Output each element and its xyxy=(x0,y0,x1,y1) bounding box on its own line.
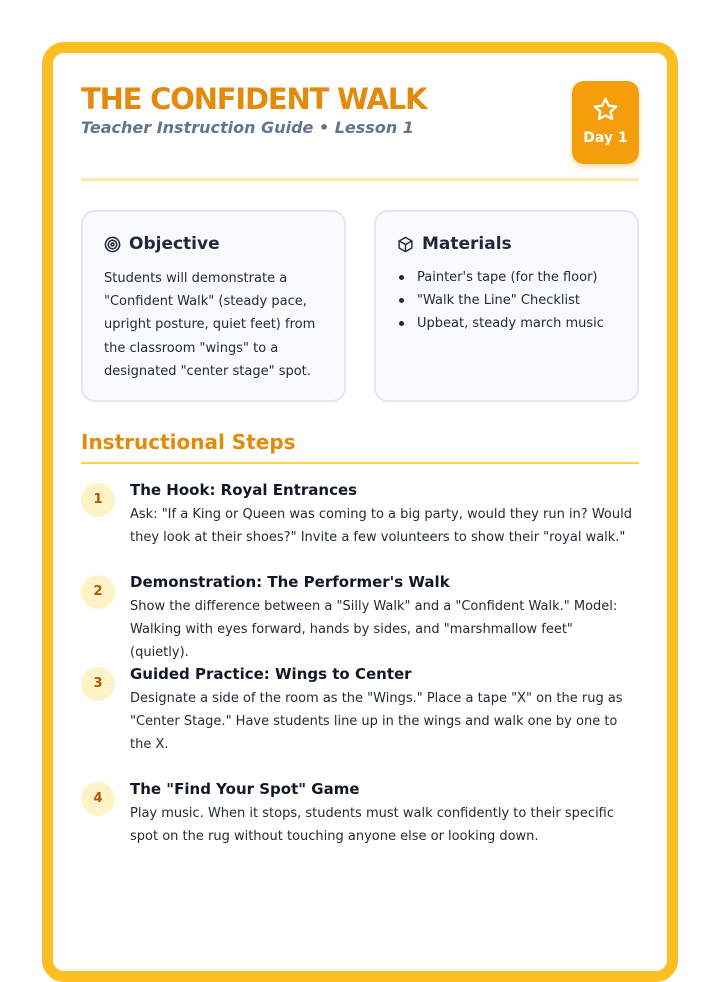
step-title: Guided Practice: Wings to Center xyxy=(130,665,412,683)
materials-header xyxy=(397,234,512,254)
materials-item: "Walk the Line" Checklist xyxy=(397,289,604,312)
step-text: Ask: "If a King or Queen was coming to a big party, would they run in? Would they look at their shoes?" Invite a few volunteers to show their "royal walk." xyxy=(130,507,632,545)
objective-header xyxy=(104,234,220,254)
step-title: The Hook: Royal Entrances xyxy=(130,481,358,499)
materials-card xyxy=(374,210,639,402)
box-icon xyxy=(397,236,414,253)
materials-item: Upbeat, steady march music xyxy=(397,312,604,335)
step-text: Designate a side of the room as the "Wings." Place a tape "X" on the rug as "Center Stage." Have students line up in the wings and walk one by one to the X. xyxy=(130,691,623,752)
materials-list xyxy=(397,266,604,336)
section-title: Instructional Steps xyxy=(81,430,296,454)
materials-item: Painter's tape (for the floor) xyxy=(397,266,604,289)
day-label: Day 1 xyxy=(583,130,628,146)
step-number: 1 xyxy=(81,483,115,517)
day-badge xyxy=(572,81,639,164)
header-divider xyxy=(81,178,639,181)
objective-text: Students will demonstrate a "Confident Walk" (steady pace, upright posture, quiet feet) from the classroom "wings" to a designated "center stage" spot. xyxy=(104,271,316,379)
materials-title: Materials xyxy=(422,234,512,254)
page-subtitle: Teacher Instruction Guide • Lesson 1 xyxy=(81,118,414,137)
step-number: 2 xyxy=(81,575,115,609)
step-text: Show the difference between a "Silly Walk" and a "Confident Walk." Model: Walking with eyes forward, hands by sides, and "marshmallow feet" (quietly). xyxy=(130,599,618,660)
step-title: The "Find Your Spot" Game xyxy=(130,780,360,798)
objective-title: Objective xyxy=(129,234,220,254)
target-icon xyxy=(104,236,121,253)
page-title: THE CONFIDENT WALK xyxy=(81,82,427,116)
step-number: 4 xyxy=(81,782,115,816)
step-number: 3 xyxy=(81,667,115,701)
step-text: Play music. When it stops, students must walk confidently to their specific spot on the rug without touching anyone else or looking down. xyxy=(130,806,615,844)
star-icon xyxy=(592,96,619,123)
section-divider xyxy=(81,462,639,464)
step-title: Demonstration: The Performer's Walk xyxy=(130,573,450,591)
objective-card xyxy=(81,210,346,402)
